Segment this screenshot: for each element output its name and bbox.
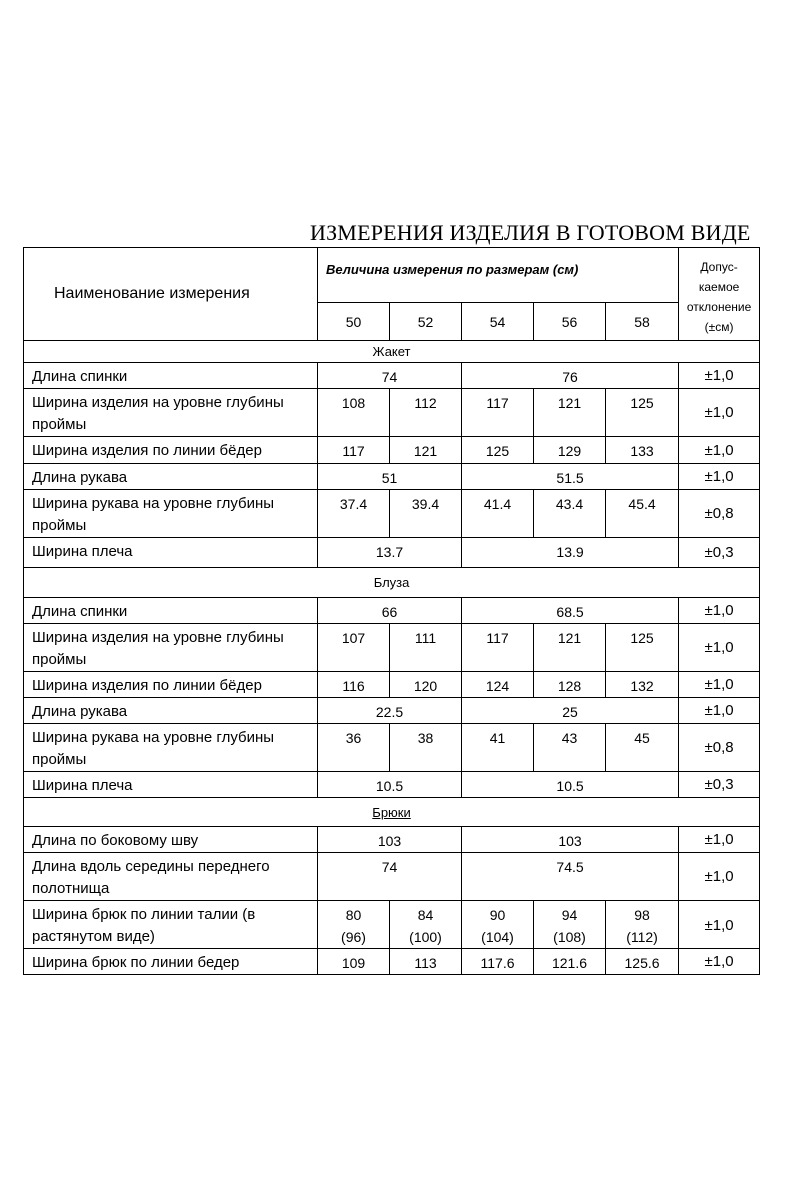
value-main: 84 bbox=[417, 907, 434, 923]
value-cell: 120 bbox=[390, 672, 462, 698]
value-cell: 128 bbox=[534, 672, 606, 698]
header-tol-line4: (±см) bbox=[704, 320, 734, 334]
tolerance-cell: ±1,0 bbox=[679, 598, 760, 624]
row-name: Длина спинки bbox=[24, 363, 318, 389]
tolerance-cell: ±1,0 bbox=[679, 949, 760, 975]
table-row bbox=[24, 724, 760, 772]
header-tolerance bbox=[679, 248, 760, 341]
table-row bbox=[24, 672, 760, 698]
header-name: Наименование измерения bbox=[24, 248, 318, 341]
value-cell: 124 bbox=[462, 672, 534, 698]
value-cell bbox=[606, 901, 679, 949]
section-jacket: Жакет bbox=[24, 341, 760, 363]
value-stretched: (108) bbox=[553, 929, 586, 945]
header-row bbox=[24, 248, 760, 303]
value-cell: 109 bbox=[318, 949, 390, 975]
table-row bbox=[24, 901, 760, 949]
value-cell: 116 bbox=[318, 672, 390, 698]
value-cell: 13.9 bbox=[462, 538, 679, 568]
value-cell: 103 bbox=[462, 827, 679, 853]
row-name: Ширина брюк по линии бедер bbox=[24, 949, 318, 975]
value-cell: 117.6 bbox=[462, 949, 534, 975]
value-cell: 117 bbox=[318, 437, 390, 464]
value-cell: 38 bbox=[390, 724, 462, 772]
row-name: Ширина плеча bbox=[24, 772, 318, 798]
value-cell: 43.4 bbox=[534, 490, 606, 538]
value-cell: 121 bbox=[534, 624, 606, 672]
table-row bbox=[24, 464, 760, 490]
value-cell: 43 bbox=[534, 724, 606, 772]
value-cell: 74 bbox=[318, 363, 462, 389]
section-row bbox=[24, 568, 760, 598]
size-52: 52 bbox=[390, 303, 462, 341]
value-cell: 41 bbox=[462, 724, 534, 772]
value-stretched: (96) bbox=[341, 929, 366, 945]
table-row bbox=[24, 698, 760, 724]
value-cell: 103 bbox=[318, 827, 462, 853]
size-58: 58 bbox=[606, 303, 679, 341]
value-cell: 112 bbox=[390, 389, 462, 437]
value-cell: 121 bbox=[390, 437, 462, 464]
size-54: 54 bbox=[462, 303, 534, 341]
value-cell: 13.7 bbox=[318, 538, 462, 568]
row-name: Ширина рукава на уровне глубины проймы bbox=[24, 724, 318, 772]
tolerance-cell: ±0,8 bbox=[679, 724, 760, 772]
value-cell: 51.5 bbox=[462, 464, 679, 490]
table-row bbox=[24, 624, 760, 672]
tolerance-cell: ±1,0 bbox=[679, 698, 760, 724]
value-cell: 45.4 bbox=[606, 490, 679, 538]
value-cell: 125 bbox=[606, 389, 679, 437]
value-cell: 74.5 bbox=[462, 853, 679, 901]
row-name: Ширина изделия по линии бёдер bbox=[24, 437, 318, 464]
section-blouse: Блуза bbox=[24, 568, 760, 598]
value-cell: 121.6 bbox=[534, 949, 606, 975]
row-name: Длина спинки bbox=[24, 598, 318, 624]
value-cell bbox=[534, 901, 606, 949]
value-cell: 107 bbox=[318, 624, 390, 672]
table-row bbox=[24, 827, 760, 853]
value-cell: 41.4 bbox=[462, 490, 534, 538]
value-cell: 117 bbox=[462, 389, 534, 437]
section-row bbox=[24, 341, 760, 363]
table-row bbox=[24, 853, 760, 901]
value-cell: 108 bbox=[318, 389, 390, 437]
header-tol-line3: отклонение bbox=[686, 300, 752, 314]
value-cell: 113 bbox=[390, 949, 462, 975]
tolerance-cell: ±1,0 bbox=[679, 389, 760, 437]
value-main: 90 bbox=[489, 907, 506, 923]
size-50: 50 bbox=[318, 303, 390, 341]
measurements-table bbox=[23, 247, 760, 975]
value-cell: 10.5 bbox=[462, 772, 679, 798]
tolerance-cell: ±1,0 bbox=[679, 437, 760, 464]
table-row bbox=[24, 598, 760, 624]
row-name: Ширина плеча bbox=[24, 538, 318, 568]
value-cell bbox=[390, 901, 462, 949]
tolerance-cell: ±1,0 bbox=[679, 901, 760, 949]
value-main: 80 bbox=[345, 907, 362, 923]
value-stretched: (100) bbox=[409, 929, 442, 945]
row-name: Ширина изделия на уровне глубины проймы bbox=[24, 389, 318, 437]
table-row bbox=[24, 363, 760, 389]
value-cell: 125.6 bbox=[606, 949, 679, 975]
row-name: Ширина рукава на уровне глубины проймы bbox=[24, 490, 318, 538]
size-56: 56 bbox=[534, 303, 606, 341]
value-stretched: (104) bbox=[481, 929, 514, 945]
table-row bbox=[24, 389, 760, 437]
tolerance-cell: ±1,0 bbox=[679, 464, 760, 490]
value-cell: 37.4 bbox=[318, 490, 390, 538]
table-row bbox=[24, 772, 760, 798]
value-cell: 39.4 bbox=[390, 490, 462, 538]
header-tol-line2: каемое bbox=[698, 280, 740, 294]
value-cell: 76 bbox=[462, 363, 679, 389]
row-name: Длина по боковому шву bbox=[24, 827, 318, 853]
row-name: Длина рукава bbox=[24, 698, 318, 724]
value-cell: 111 bbox=[390, 624, 462, 672]
value-cell bbox=[462, 901, 534, 949]
tolerance-cell: ±1,0 bbox=[679, 624, 760, 672]
value-cell: 10.5 bbox=[318, 772, 462, 798]
value-cell: 22.5 bbox=[318, 698, 462, 724]
row-name: Длина вдоль середины переднего полотнища bbox=[24, 853, 318, 901]
value-cell: 133 bbox=[606, 437, 679, 464]
section-row bbox=[24, 798, 760, 827]
table-row bbox=[24, 437, 760, 464]
section-trousers: Брюки bbox=[372, 804, 411, 820]
value-cell: 121 bbox=[534, 389, 606, 437]
row-name: Длина рукава bbox=[24, 464, 318, 490]
value-cell: 125 bbox=[462, 437, 534, 464]
value-cell bbox=[318, 901, 390, 949]
tolerance-cell: ±0,8 bbox=[679, 490, 760, 538]
value-cell: 129 bbox=[534, 437, 606, 464]
value-main: 94 bbox=[561, 907, 578, 923]
value-cell: 51 bbox=[318, 464, 462, 490]
value-stretched: (112) bbox=[626, 929, 658, 945]
tolerance-cell: ±0,3 bbox=[679, 538, 760, 568]
page-title: ИЗМЕРЕНИЯ ИЗДЕЛИЯ В ГОТОВОМ ВИДЕ bbox=[310, 220, 751, 245]
value-cell: 68.5 bbox=[462, 598, 679, 624]
value-cell: 36 bbox=[318, 724, 390, 772]
tolerance-cell: ±1,0 bbox=[679, 827, 760, 853]
tolerance-cell: ±1,0 bbox=[679, 363, 760, 389]
value-main: 98 bbox=[634, 907, 650, 923]
header-tol-line1: Допус- bbox=[700, 260, 738, 274]
row-name: Ширина брюк по линии талии (в растянутом виде) bbox=[24, 901, 318, 949]
value-cell: 25 bbox=[462, 698, 679, 724]
table-row bbox=[24, 538, 760, 568]
value-cell: 66 bbox=[318, 598, 462, 624]
tolerance-cell: ±1,0 bbox=[679, 853, 760, 901]
header-measure: Величина измерения по размерам (см) bbox=[318, 248, 679, 303]
tolerance-cell: ±1,0 bbox=[679, 672, 760, 698]
value-cell: 74 bbox=[318, 853, 462, 901]
value-cell: 117 bbox=[462, 624, 534, 672]
tolerance-cell: ±0,3 bbox=[679, 772, 760, 798]
table-row bbox=[24, 949, 760, 975]
row-name: Ширина изделия по линии бёдер bbox=[24, 672, 318, 698]
row-name: Ширина изделия на уровне глубины проймы bbox=[24, 624, 318, 672]
value-cell: 125 bbox=[606, 624, 679, 672]
value-cell: 132 bbox=[606, 672, 679, 698]
table-row bbox=[24, 490, 760, 538]
value-cell: 45 bbox=[606, 724, 679, 772]
